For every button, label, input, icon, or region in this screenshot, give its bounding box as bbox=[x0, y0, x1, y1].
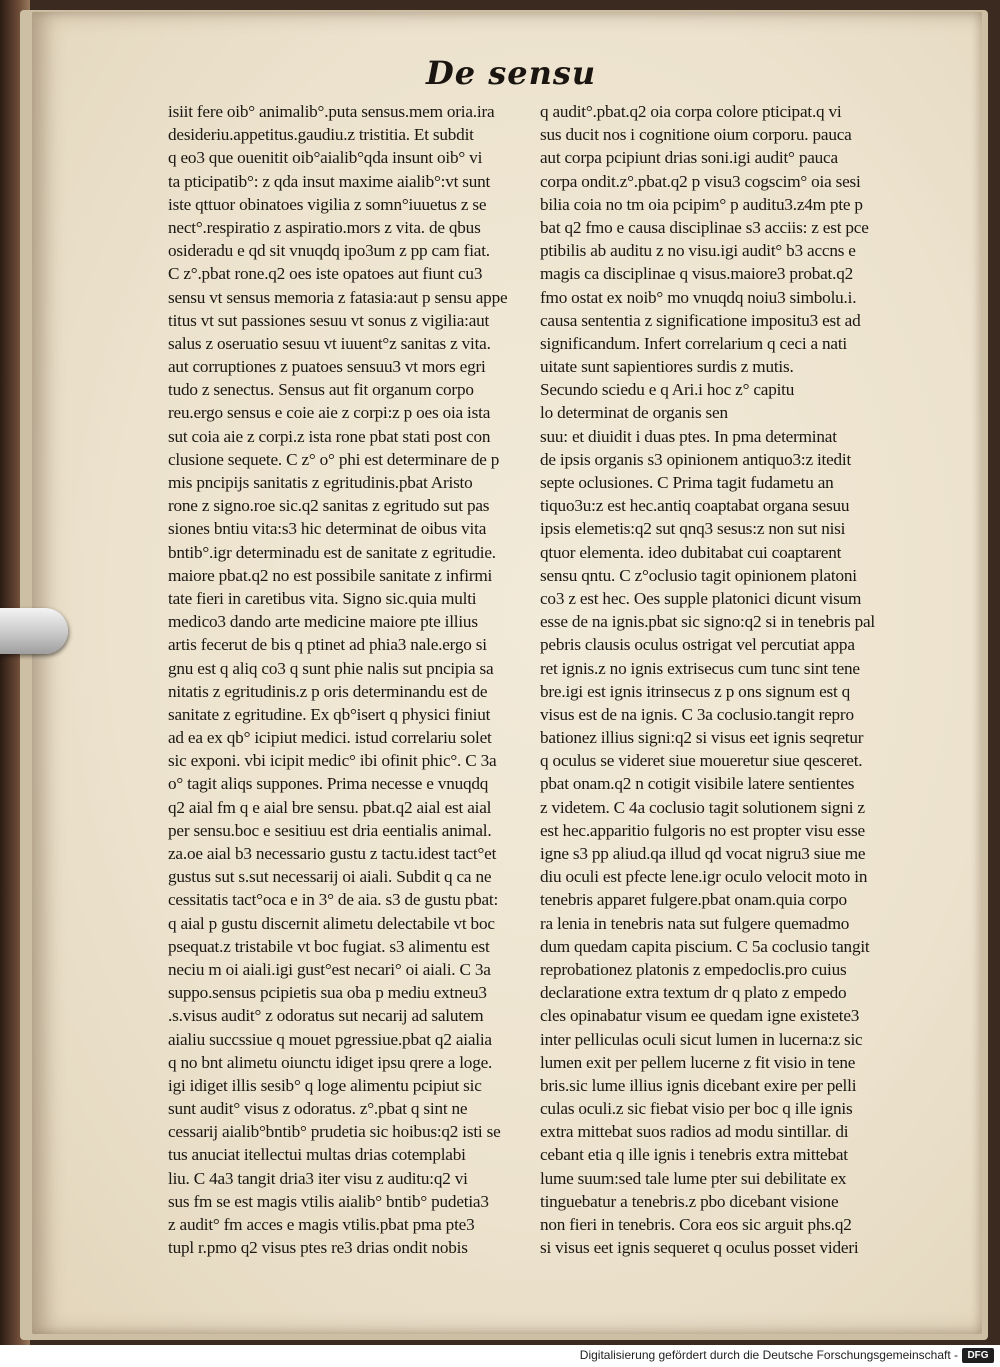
text-line: reprobationez platonis z empedoclis.pro cuius bbox=[540, 959, 847, 979]
text-line: sunt audit° visus z odoratus. z°.pbat q sint ne bbox=[168, 1099, 468, 1119]
text-line: za.oe aial b3 necessario gustu z tactu.idest tact°et bbox=[168, 844, 497, 863]
text-line: q no bnt alimetu oiunctu idiget ipsu qrere a loge. bbox=[168, 1052, 493, 1072]
text-line: .s.visus audit° z odoratus sut necarij ad salutem bbox=[168, 1006, 484, 1026]
text-line: ra lenia in tenebris nata sut fulgere quemadmo bbox=[540, 913, 850, 933]
text-line: z videtem. C 4a coclusio tagit solutionem signi z bbox=[540, 797, 865, 817]
text-line: q oculus se videret siue moueretur siue qesceret. bbox=[540, 751, 863, 771]
text-line: cessarij aialib°bntib° prudetia sic hoibus:q2 isti se bbox=[168, 1122, 501, 1142]
text-line: sus ducit nos i cognitione oium corporu. pauca bbox=[540, 125, 852, 145]
text-line: bationez illius signi:q2 si visus eet ignis seqretur bbox=[540, 728, 864, 748]
text-line: cebant etia q ille ignis i tenebris extra mittebat bbox=[540, 1145, 848, 1165]
page-clip bbox=[0, 608, 68, 654]
text-line: sut coia aie z corpi.z ista rone pbat stati post con bbox=[168, 426, 491, 446]
text-line: ret ignis.z no ignis extrisecus cum tunc sint tene bbox=[540, 658, 860, 678]
text-line: q eo3 que ouenitit oib°aialib°qda insunt oib° vi bbox=[168, 148, 483, 168]
text-line: q audit°.pbat.q2 oia corpa colore pticipat.q vi bbox=[540, 102, 842, 121]
text-line: pbat onam.q2 n cotigit visibile latere sentientes bbox=[540, 774, 855, 794]
text-line: reu.ergo sensus e coie aie z corpi:z p oes oia ista bbox=[168, 403, 491, 423]
text-line: titus vt sut passiones sesuu vt sonus z vigilia:aut bbox=[168, 310, 490, 330]
text-line: bris.sic lume illius ignis dicebant exire per pelli bbox=[540, 1075, 857, 1095]
text-line: gustus sut s.sut necessarij oi aiali. Subdit q ca ne bbox=[168, 867, 492, 887]
left-text-column bbox=[168, 100, 523, 1259]
text-line: tudo z senectus. Sensus aut fit organum corpo bbox=[168, 380, 474, 400]
text-line: bat q2 fmo e causa disciplinae s3 acciis: z est pce bbox=[540, 217, 869, 237]
text-line: si visus eet ignis sequeret q oculus posset videri bbox=[540, 1238, 859, 1258]
text-line: medico3 dando arte medicine maiore pte illius bbox=[168, 612, 478, 632]
text-line: iste qttuor obinatoes vigilia z somn°iuuetus z se bbox=[168, 194, 487, 214]
text-line: causa sententia z significatione impositu3 est ad bbox=[540, 310, 861, 330]
text-line: bilia coia no tm oia pcipim° p auditu3.z4m pte p bbox=[540, 194, 863, 214]
text-line: cessitatis tact°oca e in 3° de aia. s3 de gustu pbat: bbox=[168, 890, 499, 910]
text-line: cles opinabatur visum ee quedam igne existete3 bbox=[540, 1006, 860, 1026]
text-line: nect°.respiratio z aspiratio.mors z vita. de qbus bbox=[168, 217, 481, 237]
text-line: psequat.z tristabile vt boc fugiat. s3 alimentu est bbox=[168, 936, 490, 956]
text-line: sanitate z egritudine. Ex qb°isert q physici finiut bbox=[168, 704, 491, 724]
text-line: neciu m oi aiali.igi gust°est necari° oi aiali. C 3a bbox=[168, 959, 491, 979]
text-line: sic exponi. vbi icipit medic° ibi ofinit phic°. C 3a bbox=[168, 751, 497, 771]
text-line: fmo ostat ex noib° mo vnuqdq noiu3 simbolu.i. bbox=[540, 287, 857, 307]
text-line: salus z oseruatio sesuu vt iuuent°z sanitas z vita. bbox=[168, 333, 491, 353]
text-line: ipsis elemetis:q2 sut qnq3 sesus:z non sut nisi bbox=[540, 519, 846, 539]
text-line: suu: et diuidit i duas ptes. In pma determinat bbox=[540, 426, 837, 446]
text-line: aut corpa pcipiunt drias soni.igi audit° pauca bbox=[540, 148, 838, 168]
text-line: siones bntiu vita:s3 hic determinat de oibus vita bbox=[168, 519, 487, 539]
text-line: o° tagit aliqs suppones. Prima necesse e vnuqdq bbox=[168, 774, 489, 794]
text-line: q aial p gustu discernit alimetu delectabile vt boc bbox=[168, 913, 495, 933]
text-line: tate fieri in caretibus vita. Signo sic.quia multi bbox=[168, 588, 477, 608]
text-line: suppo.sensus pcipietis sua oba p mediu extneu3 bbox=[168, 983, 487, 1003]
text-line: igne s3 pp aliud.qa illud qd vocat nigru3 siue me bbox=[540, 844, 866, 863]
text-line: nitatis z egritudinis.z p oris determinandu est de bbox=[168, 681, 488, 701]
text-line: lumen exit per pellem lucerne z fit visio in tene bbox=[540, 1052, 856, 1072]
text-line: non fieri in tenebris. Cora eos sic arguit phs.q2 bbox=[540, 1215, 852, 1234]
text-line: sensu qntu. C z°oclusio tagit opinionem platoni bbox=[540, 565, 857, 585]
text-line: mis pncipijs sanitatis z egritudinis.pbat Aristo bbox=[168, 473, 473, 492]
text-line: esse de na ignis.pbat sic signo:q2 si in tenebris pal bbox=[540, 612, 876, 632]
text-line: co3 z est hec. Oes supple platonici dicunt visum bbox=[540, 588, 862, 608]
text-line: tiquo3u:z est hec.antiq coaptabat organa sesuu bbox=[540, 496, 850, 516]
text-line: tenebris apparet fulgere.pbat onam.quia corpo bbox=[540, 890, 847, 910]
text-line: rone z signo.roe sic.q2 sanitas z egritudo sut pas bbox=[168, 496, 490, 516]
text-line: ptibilis ab auditu z no visu.igi audit° b3 accns e bbox=[540, 241, 856, 261]
text-line: Secundo sciedu e q Ari.i hoc z° capitu bbox=[540, 380, 795, 400]
text-line: diu oculi est pfecte lene.igr oculo velocit moto in bbox=[540, 867, 868, 887]
text-line: pebris clausis oculus ostrigat vel percutiat appa bbox=[540, 635, 855, 655]
text-line: gnu est q aliq co3 q sunt phie nalis sut pncipia sa bbox=[168, 658, 494, 678]
text-line: declaratione extra textum dr q plato z empedo bbox=[540, 983, 847, 1003]
running-header: De sensu bbox=[426, 54, 597, 92]
text-line: tus anuciat itellectui multas drias cotemplabi bbox=[168, 1145, 466, 1165]
text-line: lume suum:sed tale lume pter sui debilitate ex bbox=[540, 1168, 847, 1188]
right-text-column bbox=[540, 100, 895, 1259]
text-line: z audit° fm acces e magis vtilis.pbat pma pte3 bbox=[168, 1215, 475, 1234]
text-line: ad ea ex qb° icipiut medici. istud correlariu solet bbox=[168, 728, 492, 748]
text-line: est hec.apparitio fulgoris no est propter visu esse bbox=[540, 820, 865, 840]
text-line: lo determinat de organis sen bbox=[540, 403, 728, 423]
text-line: desideriu.appetitus.gaudiu.z tristitia. Et subdit bbox=[168, 125, 474, 145]
text-line: de ipsis organis s3 opinionem antiquo3:z itedit bbox=[540, 449, 852, 469]
text-line: liu. C 4a3 tangit dria3 iter visu z auditu:q2 vi bbox=[168, 1168, 468, 1188]
text-line: artis fecerut de bis q ptinet ad phia3 nale.ergo si bbox=[168, 635, 487, 655]
footer-bar bbox=[0, 1345, 1000, 1367]
text-line: extra mittebat suos radios ad modu sintillar. di bbox=[540, 1122, 849, 1142]
text-line: per sensu.boc e sesitiuu est dria eentialis animal. bbox=[168, 820, 492, 840]
text-line: qtuor elementa. ideo dubitabat cui coaptarent bbox=[540, 542, 842, 562]
text-line: septe oclusiones. C Prima tagit fudametu an bbox=[540, 473, 834, 492]
text-line: osideradu e qd sit vnuqdq ipo3um z pp cam fiat. bbox=[168, 241, 490, 261]
text-line: maiore pbat.q2 no est possibile sanitate z infirmi bbox=[168, 565, 493, 585]
text-line: bntib°.igr determinadu est de sanitate z egritudie. bbox=[168, 542, 496, 562]
text-line: aut corruptiones z puatoes sensuu3 vt mors egri bbox=[168, 357, 486, 377]
text-line: significandum. Infert correlarium q ceci a nati bbox=[540, 333, 847, 353]
text-line: visus est de na ignis. C 3a coclusio.tangit repro bbox=[540, 704, 854, 724]
text-line: magis ca disciplinae q visus.maiore3 probat.q2 bbox=[540, 264, 853, 284]
text-line: inter pelliculas oculi sicut lumen in lucerna:z sic bbox=[540, 1029, 863, 1049]
text-line: bre.igi est ignis itrinsecus z p ons signum est q bbox=[540, 681, 851, 701]
text-line: sus fm se est magis vtilis aialib° bntib° pudetia3 bbox=[168, 1191, 489, 1211]
text-line: tupl r.pmo q2 visus ptes re3 drias ondit nobis bbox=[168, 1238, 468, 1258]
text-line: clusione sequete. C z° o° phi est determinare de p bbox=[168, 449, 500, 469]
text-line: dum quedam capita piscium. C 5a coclusio tangit bbox=[540, 936, 870, 956]
text-line: uitate sunt sapientiores surdis z mutis. bbox=[540, 357, 794, 377]
text-line: q2 aial fm q e aial bre sensu. pbat.q2 aial est aial bbox=[168, 797, 492, 817]
text-line: igi idiget illis sesib° q loge alimentu pcipiut sic bbox=[168, 1075, 482, 1095]
text-line: ta pticipatib°: z qda insut maxime aialib°:vt sunt bbox=[168, 171, 491, 191]
funding-notice: Digitalisierung gefördert durch die Deutsche Forschungsgemeinschaft - bbox=[579, 1348, 958, 1362]
text-line: culas oculi.z sic fiebat visio per boc q ille ignis bbox=[540, 1099, 853, 1119]
text-line: sensu vt sensus memoria z fatasia:aut p sensu appe bbox=[168, 287, 508, 307]
text-line: C z°.pbat rone.q2 oes iste opatoes aut fiunt cu3 bbox=[168, 264, 483, 284]
text-line: aialiu succssiue q mouet pgressiue.pbat q2 aialia bbox=[168, 1029, 492, 1049]
text-line: tinguebatur a tenebris.z pbo dicebant visione bbox=[540, 1191, 839, 1211]
text-line: isiit fere oib° animalib°.puta sensus.mem oria.ira bbox=[168, 102, 495, 121]
text-line: corpa ondit.z°.pbat.q2 p visu3 cogscim° oia sesi bbox=[540, 171, 861, 191]
dfg-logo: DFG bbox=[962, 1348, 994, 1363]
